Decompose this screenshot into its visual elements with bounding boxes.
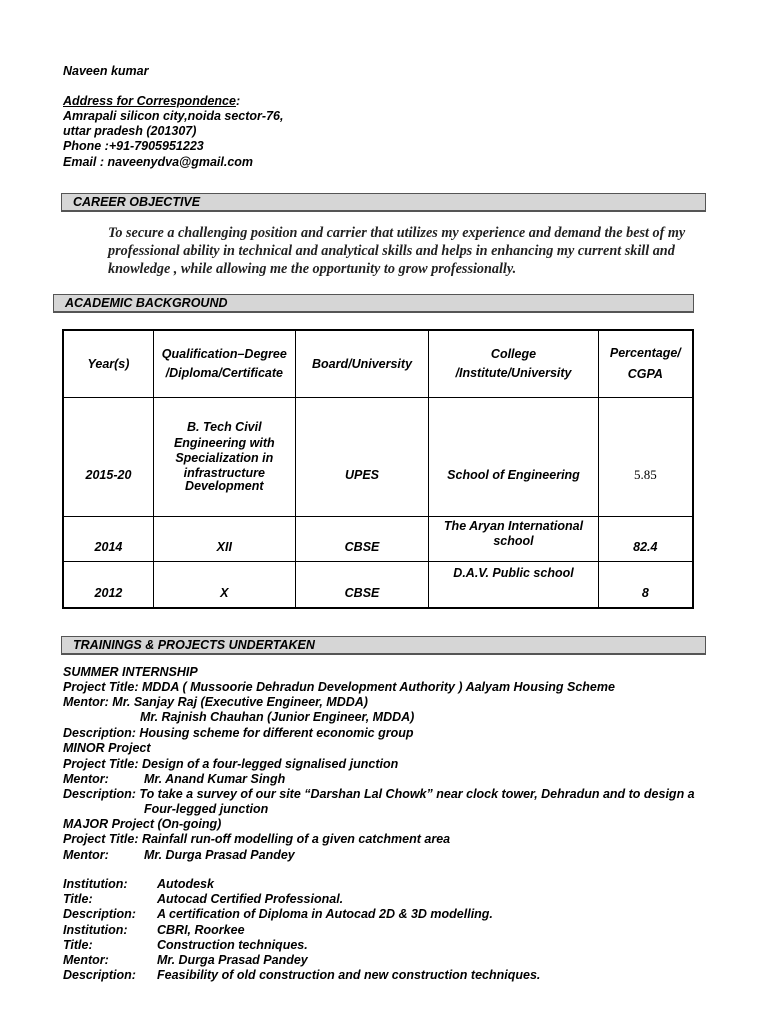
address-label: Address for Correspondence xyxy=(63,94,236,108)
col-header-percentage: Percentage/ CGPA xyxy=(598,330,693,397)
major-project-name: Project Title: Rainfall run-off modelling of a given catchment area xyxy=(63,832,451,846)
cert-label: Description: xyxy=(63,907,136,921)
major-mentor-label: Mentor: xyxy=(63,848,109,862)
row-qualification: B. Tech Civil Engineering with Specialization in infrastructure Development xyxy=(153,397,295,516)
cert-label: Mentor: xyxy=(63,953,109,967)
candidate-name: Naveen kumar xyxy=(63,64,149,78)
col-header-board: Board/University xyxy=(295,330,429,397)
col-header-year: Year(s) xyxy=(63,330,153,397)
academic-background-heading: ACADEMIC BACKGROUND xyxy=(53,294,694,313)
row-college: D.A.V. Public school xyxy=(429,561,598,608)
minor-mentor: Mr. Anand Kumar Singh xyxy=(144,772,286,786)
table-row xyxy=(63,516,693,561)
career-objective-text xyxy=(108,224,708,278)
career-objective-heading: CAREER OBJECTIVE xyxy=(61,193,706,212)
address-heading xyxy=(63,94,240,108)
cert-label: Institution: xyxy=(63,877,128,891)
summer-mentor-2: Mr. Rajnish Chauhan (Junior Engineer, MDDA) xyxy=(140,710,415,724)
minor-description-2: Four-legged junction xyxy=(144,802,269,816)
minor-description-1: Description: To take a survey of our site “Darshan Lal Chowk” near clock tower, Dehradun and to design a xyxy=(63,787,695,801)
row-year: 2012 xyxy=(63,561,153,608)
minor-project-name: Project Title: Design of a four-legged signalised junction xyxy=(63,757,399,771)
major-project-title: MAJOR Project (On-going) xyxy=(63,817,222,831)
cert-value: Mr. Durga Prasad Pandey xyxy=(157,953,308,967)
row-score: 8 xyxy=(598,561,693,608)
cert-value: CBRI, Roorkee xyxy=(157,923,245,937)
table-header-row xyxy=(63,330,693,397)
cert-label: Title: xyxy=(63,892,93,906)
summer-internship-title: SUMMER INTERNSHIP xyxy=(63,665,198,679)
email: Email : naveenydva@gmail.com xyxy=(63,155,254,169)
academic-table xyxy=(62,329,694,609)
objective-line: To secure a challenging position and carrier that utilizes my experience and demand the best of my xyxy=(108,225,686,241)
row-board: CBSE xyxy=(295,561,429,608)
minor-mentor-label: Mentor: xyxy=(63,772,109,786)
address-line-1: Amrapali silicon city,noida sector-76, xyxy=(63,109,284,123)
cert-value: Construction techniques. xyxy=(157,938,308,952)
objective-line: knowledge , while allowing me the opportunity to grow professionally. xyxy=(108,261,517,277)
row-board: CBSE xyxy=(295,516,429,561)
objective-line: professional ability in technical and analytical skills and helps in enhancing my current skill and xyxy=(108,243,675,259)
major-mentor: Mr. Durga Prasad Pandey xyxy=(144,848,295,862)
cert-label: Institution: xyxy=(63,923,128,937)
cert-label: Description: xyxy=(63,968,136,982)
col-header-qualification: Qualification–Degree /Diploma/Certificate xyxy=(153,330,295,397)
row-qualification: XII xyxy=(153,516,295,561)
address-line-2: uttar pradesh (201307) xyxy=(63,124,197,138)
row-score: 5.85 xyxy=(598,397,693,516)
cert-value: Feasibility of old construction and new construction techniques. xyxy=(157,968,541,982)
summer-project-title: Project Title: MDDA ( Mussoorie Dehradun Development Authority ) Aalyam Housing Scheme xyxy=(63,680,615,694)
cert-value: A certification of Diploma in Autocad 2D & 3D modelling. xyxy=(157,907,493,921)
cert-value: Autocad Certified Professional. xyxy=(157,892,344,906)
phone: Phone :+91-7905951223 xyxy=(63,139,204,153)
table-row xyxy=(63,561,693,608)
row-year: 2014 xyxy=(63,516,153,561)
summer-description: Description: Housing scheme for different economic group xyxy=(63,726,414,740)
summer-mentor-1: Mentor: Mr. Sanjay Raj (Executive Engineer, MDDA) xyxy=(63,695,368,709)
row-qualification: X xyxy=(153,561,295,608)
row-college: School of Engineering xyxy=(429,397,598,516)
col-header-college: College /Institute/University xyxy=(429,330,598,397)
cert-label: Title: xyxy=(63,938,93,952)
row-college: The Aryan International school xyxy=(429,516,598,561)
row-score: 82.4 xyxy=(598,516,693,561)
cert-value: Autodesk xyxy=(157,877,214,891)
table-row xyxy=(63,397,693,516)
trainings-heading: TRAININGS & PROJECTS UNDERTAKEN xyxy=(61,636,706,655)
row-year: 2015-20 xyxy=(63,397,153,516)
minor-project-title: MINOR Project xyxy=(63,741,151,755)
row-board: UPES xyxy=(295,397,429,516)
address-colon: : xyxy=(235,94,241,108)
